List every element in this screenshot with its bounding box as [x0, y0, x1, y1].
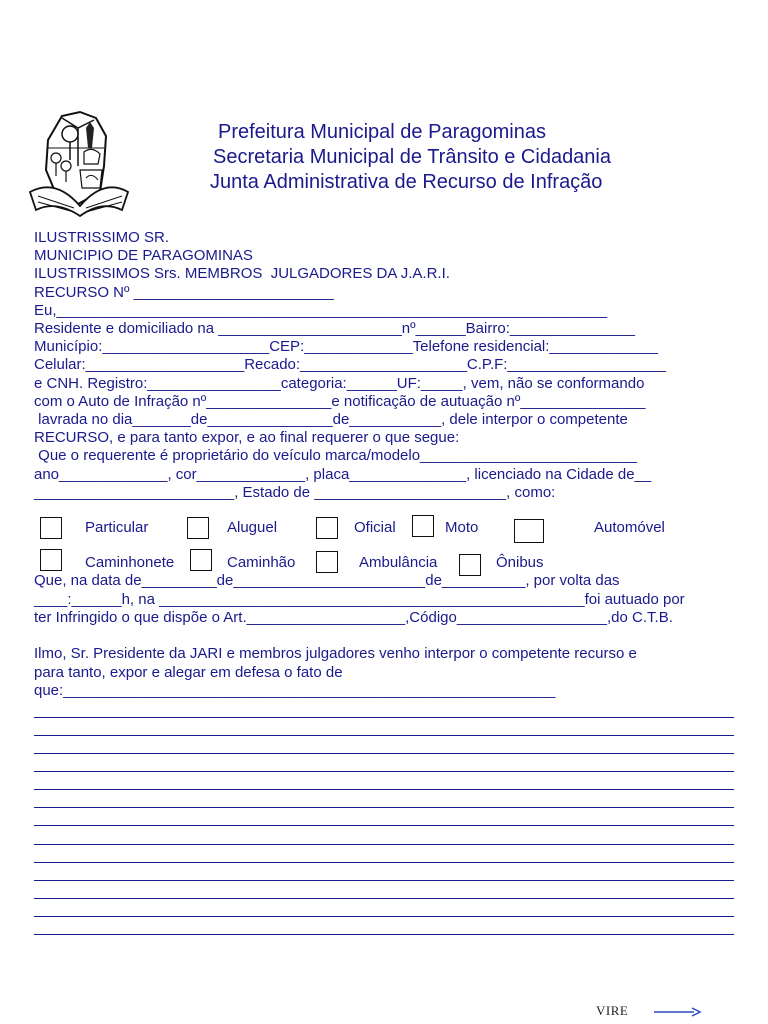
label-caminhonete: Caminhonete [85, 554, 175, 571]
blank-writing-line[interactable] [34, 771, 734, 772]
label-aluguel: Aluguel [227, 519, 278, 536]
jari-members-line: ILUSTRISSIMOS Srs. MEMBROS JULGADORES DA J.A.R.I. [34, 265, 450, 282]
address-field[interactable]: Residente e domiciliado na ______________________nº______Bairro:_______________ [34, 320, 635, 337]
header-secretaria: Secretaria Municipal de Trânsito e Cidadania [213, 146, 611, 168]
blank-writing-line[interactable] [34, 844, 734, 845]
recurso-statement: RECURSO, e para tanto expor, e ao final requerer o que segue: [34, 429, 460, 446]
header-junta: Junta Administrativa de Recurso de Infração [210, 171, 603, 193]
infraction-article-field[interactable]: ter Infringido o que dispõe o Art.___________________,Código__________________,do C.T.B. [34, 609, 673, 626]
checkbox-particular[interactable] [40, 517, 62, 539]
name-field[interactable]: Eu,__________________________________________________________________ [34, 302, 608, 319]
vehicle-model-field[interactable]: Que o requerente é proprietário do veículo marca/modelo__________________________ [34, 447, 637, 464]
mobile-cpf-field[interactable]: Celular:___________________Recado:____________________C.P.F:___________________ [34, 356, 666, 373]
blank-writing-line[interactable] [34, 934, 734, 935]
label-oficial: Oficial [354, 519, 396, 536]
addressee-line: ILUSTRISSIMO SR. [34, 229, 170, 246]
checkbox-oficial[interactable] [316, 517, 338, 539]
label-caminhao: Caminhão [227, 554, 296, 571]
checkbox-aluguel[interactable] [187, 517, 209, 539]
checkbox-automovel[interactable] [514, 519, 544, 543]
checkbox-moto[interactable] [412, 515, 434, 537]
municipality-line: MUNICIPIO DE PARAGOMINAS [34, 247, 253, 264]
defense-intro: Ilmo, Sr. Presidente da JARI e membros julgadores venho interpor o competente recurso e [34, 645, 637, 662]
defense-intro-continued: para tanto, expor e alegar em defesa o fato de [34, 664, 343, 681]
blank-writing-line[interactable] [34, 735, 734, 736]
checkbox-caminhonete[interactable] [40, 549, 62, 571]
cnh-field[interactable]: e CNH. Registro:________________categoria:______UF:_____, vem, não se conformando [34, 375, 645, 392]
blank-writing-line[interactable] [34, 898, 734, 899]
label-automovel: Automóvel [594, 519, 665, 536]
date-field[interactable]: lavrada no dia_______de_______________de___________, dele interpor o competente [34, 411, 628, 428]
city-cep-phone-field[interactable]: Município:____________________CEP:_____________Telefone residencial:_____________ [34, 338, 658, 355]
arrow-right-icon [654, 1006, 702, 1018]
label-particular: Particular [85, 519, 149, 536]
header-prefeitura: Prefeitura Municipal de Paragominas [218, 121, 546, 143]
infraction-time-place-field[interactable]: ____:______h, na ___________________________________________________foi autuado por [34, 591, 685, 608]
recurso-number-field[interactable]: RECURSO Nº ________________________ [34, 284, 334, 301]
blank-writing-line[interactable] [34, 789, 734, 790]
city-state-field[interactable]: ________________________, Estado de _______________________, como: [34, 484, 556, 501]
blank-writing-line[interactable] [34, 880, 734, 881]
blank-writing-line[interactable] [34, 753, 734, 754]
label-ambulancia: Ambulância [359, 554, 438, 571]
label-moto: Moto [445, 519, 479, 536]
blank-writing-line[interactable] [34, 862, 734, 863]
blank-writing-line[interactable] [34, 807, 734, 808]
infraction-date-field[interactable]: Que, na data de_________de_______________________de__________, por volta das [34, 572, 620, 589]
blank-writing-line[interactable] [34, 717, 734, 718]
checkbox-ambulancia[interactable] [316, 551, 338, 573]
blank-writing-line[interactable] [34, 825, 734, 826]
vire-label: VIRE [596, 1003, 629, 1018]
label-onibus: Ônibus [496, 554, 544, 571]
auto-infracao-field[interactable]: com o Auto de Infração nº_______________e notificação de autuação nº_______________ [34, 393, 646, 410]
blank-writing-line[interactable] [34, 916, 734, 917]
checkbox-caminhao[interactable] [190, 549, 212, 571]
municipal-coat-of-arms-icon [26, 108, 130, 218]
vehicle-details-field[interactable]: ano_____________, cor_____________, placa______________, licenciado na Cidade de__ [34, 466, 652, 483]
defense-que-field[interactable]: que:___________________________________________________________ [34, 682, 556, 699]
